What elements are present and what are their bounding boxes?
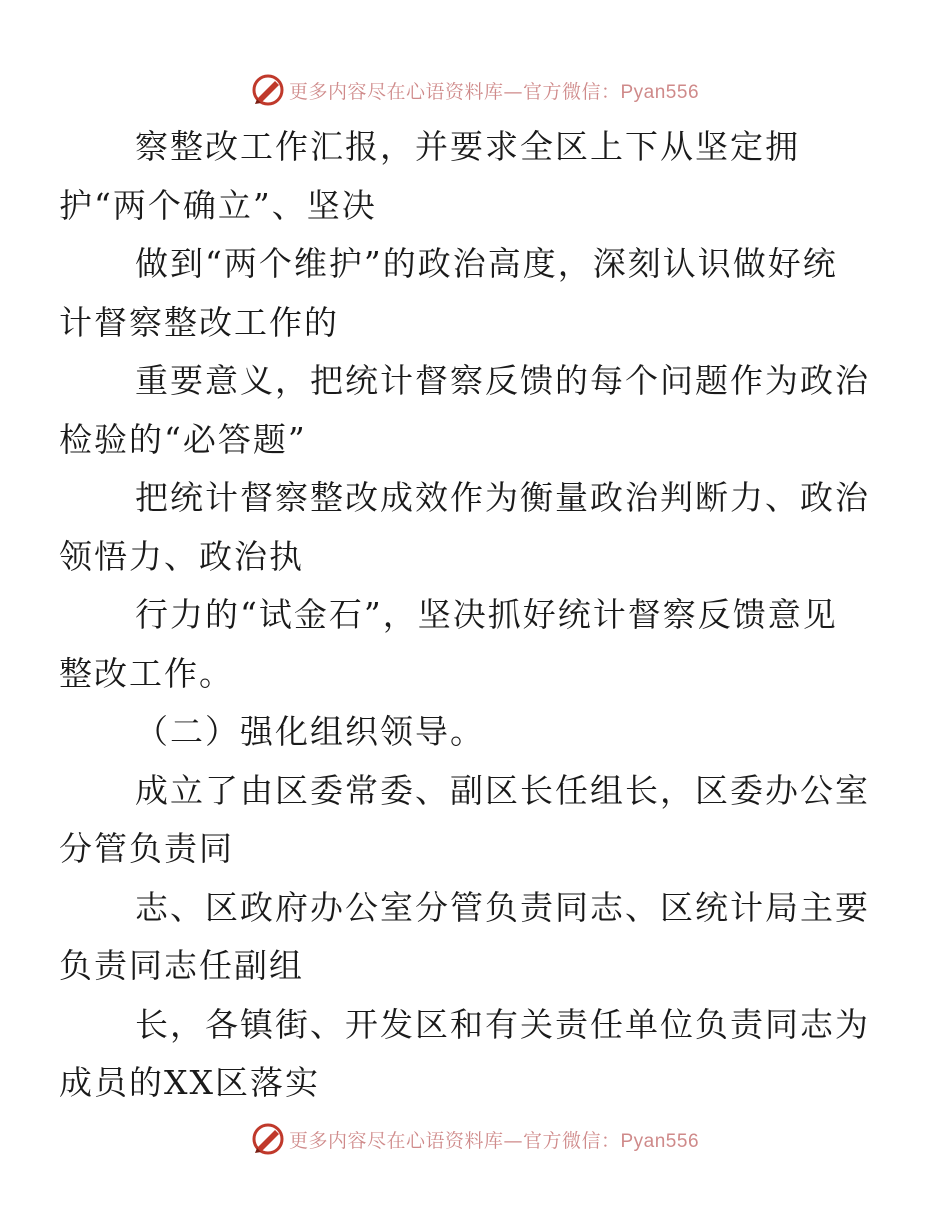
- footer-banner: [0, 1119, 950, 1159]
- paragraph: 志、区政府办公室分管负责同志、区统计局主要 负责同志任副组: [59, 887, 870, 985]
- footer-banner-text: 更多内容尽在心语资料库—官方微信：Pyan556: [288, 1129, 700, 1152]
- document-body: [59, 118, 870, 1113]
- paragraph: 成立了由区委常委、副区长任组长，区委办公室 分管负责同: [59, 770, 870, 868]
- header-banner-handle: Pyan556: [620, 81, 700, 103]
- section-heading: （二）强化组织领导。: [135, 712, 485, 751]
- paragraph: 做到“两个维护”的政治高度，深刻认识做好统 计督察整改工作的: [59, 244, 838, 342]
- header-banner-text: 更多内容尽在心语资料库—官方微信：Pyan556: [288, 80, 700, 103]
- header-banner: [0, 70, 950, 110]
- paragraph: 把统计督察整改成效作为衡量政治判断力、政治 领悟力、政治执: [59, 478, 870, 576]
- paragraph: 察整改工作汇报，并要求全区上下从坚定拥 护“两个确立”、坚决: [59, 127, 800, 225]
- pen-logo-icon: [251, 73, 285, 107]
- paragraph: 长，各镇街、开发区和有关责任单位负责同志为 成员的XX区落实: [59, 1004, 870, 1102]
- pen-logo-icon: [251, 1122, 285, 1156]
- footer-banner-handle: Pyan556: [620, 1130, 700, 1152]
- paragraph: 行力的“试金石”，坚决抓好统计督察反馈意见 整改工作。: [59, 595, 838, 693]
- paragraph: 重要意义，把统计督察反馈的每个问题作为政治 检验的“必答题”: [59, 361, 870, 459]
